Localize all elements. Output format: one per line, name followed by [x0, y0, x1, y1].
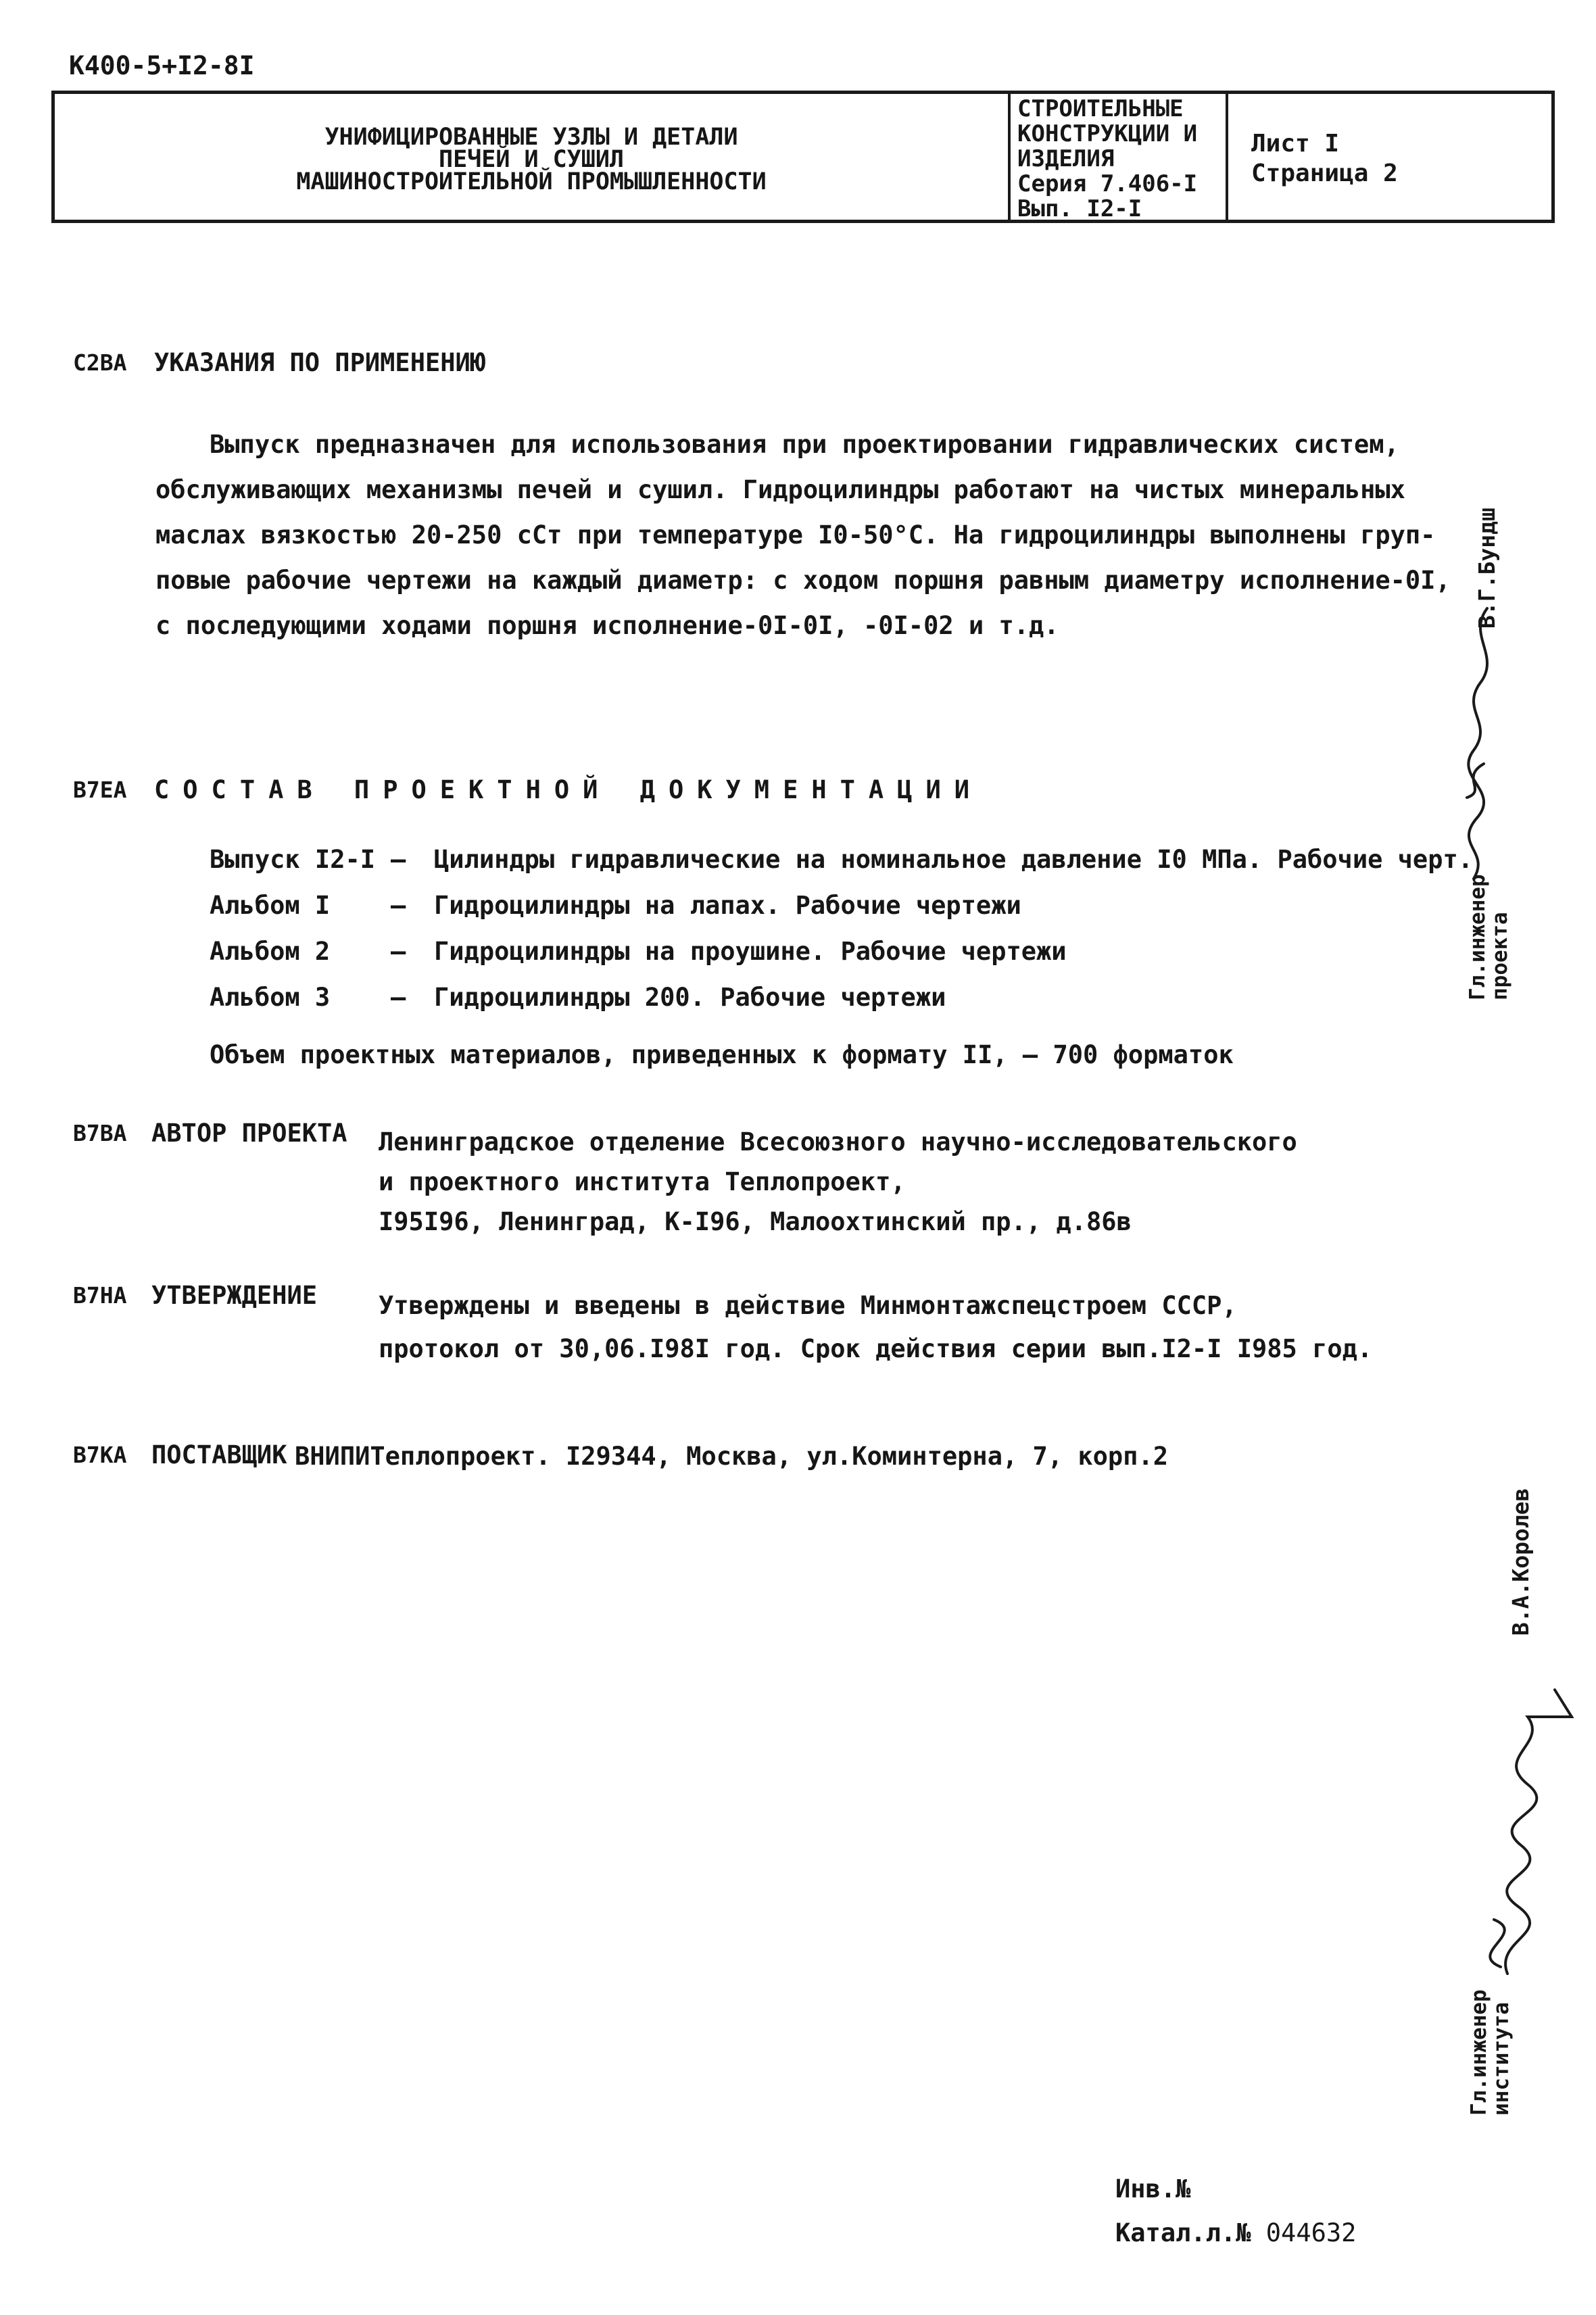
catalog-label: Катал.л.№ — [1115, 2218, 1251, 2247]
series-line: ИЗДЕЛИЯ — [1017, 145, 1115, 172]
contents-item — [210, 983, 946, 1012]
stamp-role-line: института — [1489, 2002, 1514, 2116]
section-supplier-text: ВНИПИТеплопроект. I29344, Москва, ул.Коминтерна, 7, корп.2 — [295, 1442, 1169, 1471]
contents-item-label: Альбом I — [210, 891, 331, 920]
approval-line: протокол от 30,06.I98I год. Срок действия серии вып.I2-I I985 год. — [379, 1334, 1373, 1363]
series-line: Вып. I2-I — [1017, 195, 1142, 222]
section-author-body — [379, 1122, 1297, 1242]
margin-stamp-top-role — [1467, 874, 1512, 1000]
contents-item-label: Выпуск I2-I — [210, 845, 376, 874]
series-line: КОНСТРУКЦИИ И — [1017, 120, 1198, 147]
author-line: I95I96, Ленинград, К-I96, Малоохтинский пр., д.86в — [379, 1207, 1132, 1236]
title-block-divider — [1226, 94, 1228, 220]
contents-item-text: Гидроцилиндры на лапах. Рабочие чертежи — [434, 891, 1021, 920]
contents-item-dash: – — [391, 937, 406, 966]
sheet-label: Лист I — [1251, 130, 1340, 157]
series-line: СТРОИТЕЛЬНЫЕ — [1017, 95, 1184, 122]
margin-stamp-bottom-name: В.А.Королев — [1507, 1488, 1534, 1636]
main-title-line: МАШИНОСТРОИТЕЛЬНОЙ ПРОМЫШЛЕННОСТИ — [296, 168, 767, 195]
signature-chief-engineer-project — [1453, 595, 1507, 892]
section-approval-code: В7НА — [73, 1282, 127, 1309]
signature-chief-engineer-institute — [1453, 1676, 1589, 1987]
contents-item-text: Гидроцилиндры на проушине. Рабочие чертежи — [434, 937, 1067, 966]
contents-item-label: Альбом 3 — [210, 983, 331, 1012]
series-line: Серия 7.406-I — [1017, 170, 1198, 197]
contents-item — [210, 845, 1473, 874]
catalog-number: 044632 — [1265, 2218, 1357, 2247]
stamp-role-line: Гл.инженер — [1466, 874, 1490, 1000]
catalog-line — [1115, 2218, 1356, 2247]
usage-line: повые рабочие чертежи на каждый диаметр: с ходом поршня равным диаметру исполнение-0I, — [155, 566, 1451, 595]
title-block-sheet-info — [1251, 129, 1398, 189]
section-approval-title: УТВЕРЖДЕНИЕ — [151, 1281, 318, 1310]
inventory-label: Инв.№ — [1115, 2174, 1191, 2203]
title-block — [51, 91, 1555, 223]
document-code: К400-5+I2-8I — [69, 51, 255, 80]
usage-line: с последующими ходами поршня исполнение-0I-0I, -0I-02 и т.д. — [155, 611, 1059, 640]
stamp-role-line: проекта — [1488, 912, 1512, 1000]
contents-item-text: Гидроцилиндры 200. Рабочие чертежи — [434, 983, 946, 1012]
section-author-code: В7ВА — [73, 1120, 127, 1146]
stamp-role-line: Гл.инженер — [1467, 1989, 1491, 2116]
contents-item-dash: – — [391, 891, 406, 920]
section-usage-code: С2ВА — [73, 349, 127, 376]
contents-item-dash: – — [391, 845, 406, 874]
main-title-line: УНИФИЦИРОВАННЫЕ УЗЛЫ И ДЕТАЛИ — [324, 124, 738, 151]
contents-item-label: Альбом 2 — [210, 937, 331, 966]
usage-line: маслах вязкостью 20-250 сСт при температуре I0-50°С. На гидроцилиндры выполнены груп- — [155, 520, 1436, 550]
title-block-series — [1017, 97, 1197, 222]
section-supplier-title: ПОСТАВЩИК — [151, 1440, 287, 1469]
section-supplier-code: В7КА — [73, 1442, 127, 1468]
section-contents-code: В7ЕА — [73, 777, 127, 803]
contents-item-dash: – — [391, 983, 406, 1012]
author-line: и проектного института Теплопроект, — [379, 1167, 906, 1196]
contents-volume-note: Объем проектных материалов, приведенных к формату II, – 700 форматок — [210, 1040, 1234, 1069]
contents-item — [210, 937, 1067, 966]
author-line: Ленинградское отделение Всесоюзного научно-исследовательского — [379, 1127, 1297, 1156]
margin-stamp-bottom-role — [1468, 1989, 1513, 2116]
usage-line: обслуживающих механизмы печей и сушил. Гидроцилиндры работают на чистых минеральных — [155, 475, 1405, 504]
section-contents-title: СОСТАВ ПРОЕКТНОЙ ДОКУМЕНТАЦИИ — [154, 775, 984, 804]
page-label: Страница 2 — [1251, 160, 1398, 187]
main-title-line: ПЕЧЕЙ И СУШИЛ — [439, 146, 624, 173]
section-usage-title: УКАЗАНИЯ ПО ПРИМЕНЕНИЮ — [154, 348, 486, 377]
approval-line: Утверждены и введены в действие Минмонтажспецстроем СССР, — [379, 1291, 1237, 1320]
section-author-title: АВТОР ПРОЕКТА — [151, 1119, 347, 1148]
contents-item — [210, 891, 1021, 920]
title-block-main-title — [55, 126, 1008, 193]
margin-stamp-top-name: В.Г.Бундш — [1474, 508, 1500, 629]
usage-line: Выпуск предназначен для использования при проектировании гидравлических систем, — [210, 430, 1399, 459]
contents-item-text: Цилиндры гидравлические на номинальное давление I0 МПа. Рабочие черт. — [434, 845, 1474, 874]
title-block-divider — [1008, 94, 1011, 220]
section-usage-body — [155, 422, 1451, 648]
section-approval-body — [379, 1284, 1372, 1371]
